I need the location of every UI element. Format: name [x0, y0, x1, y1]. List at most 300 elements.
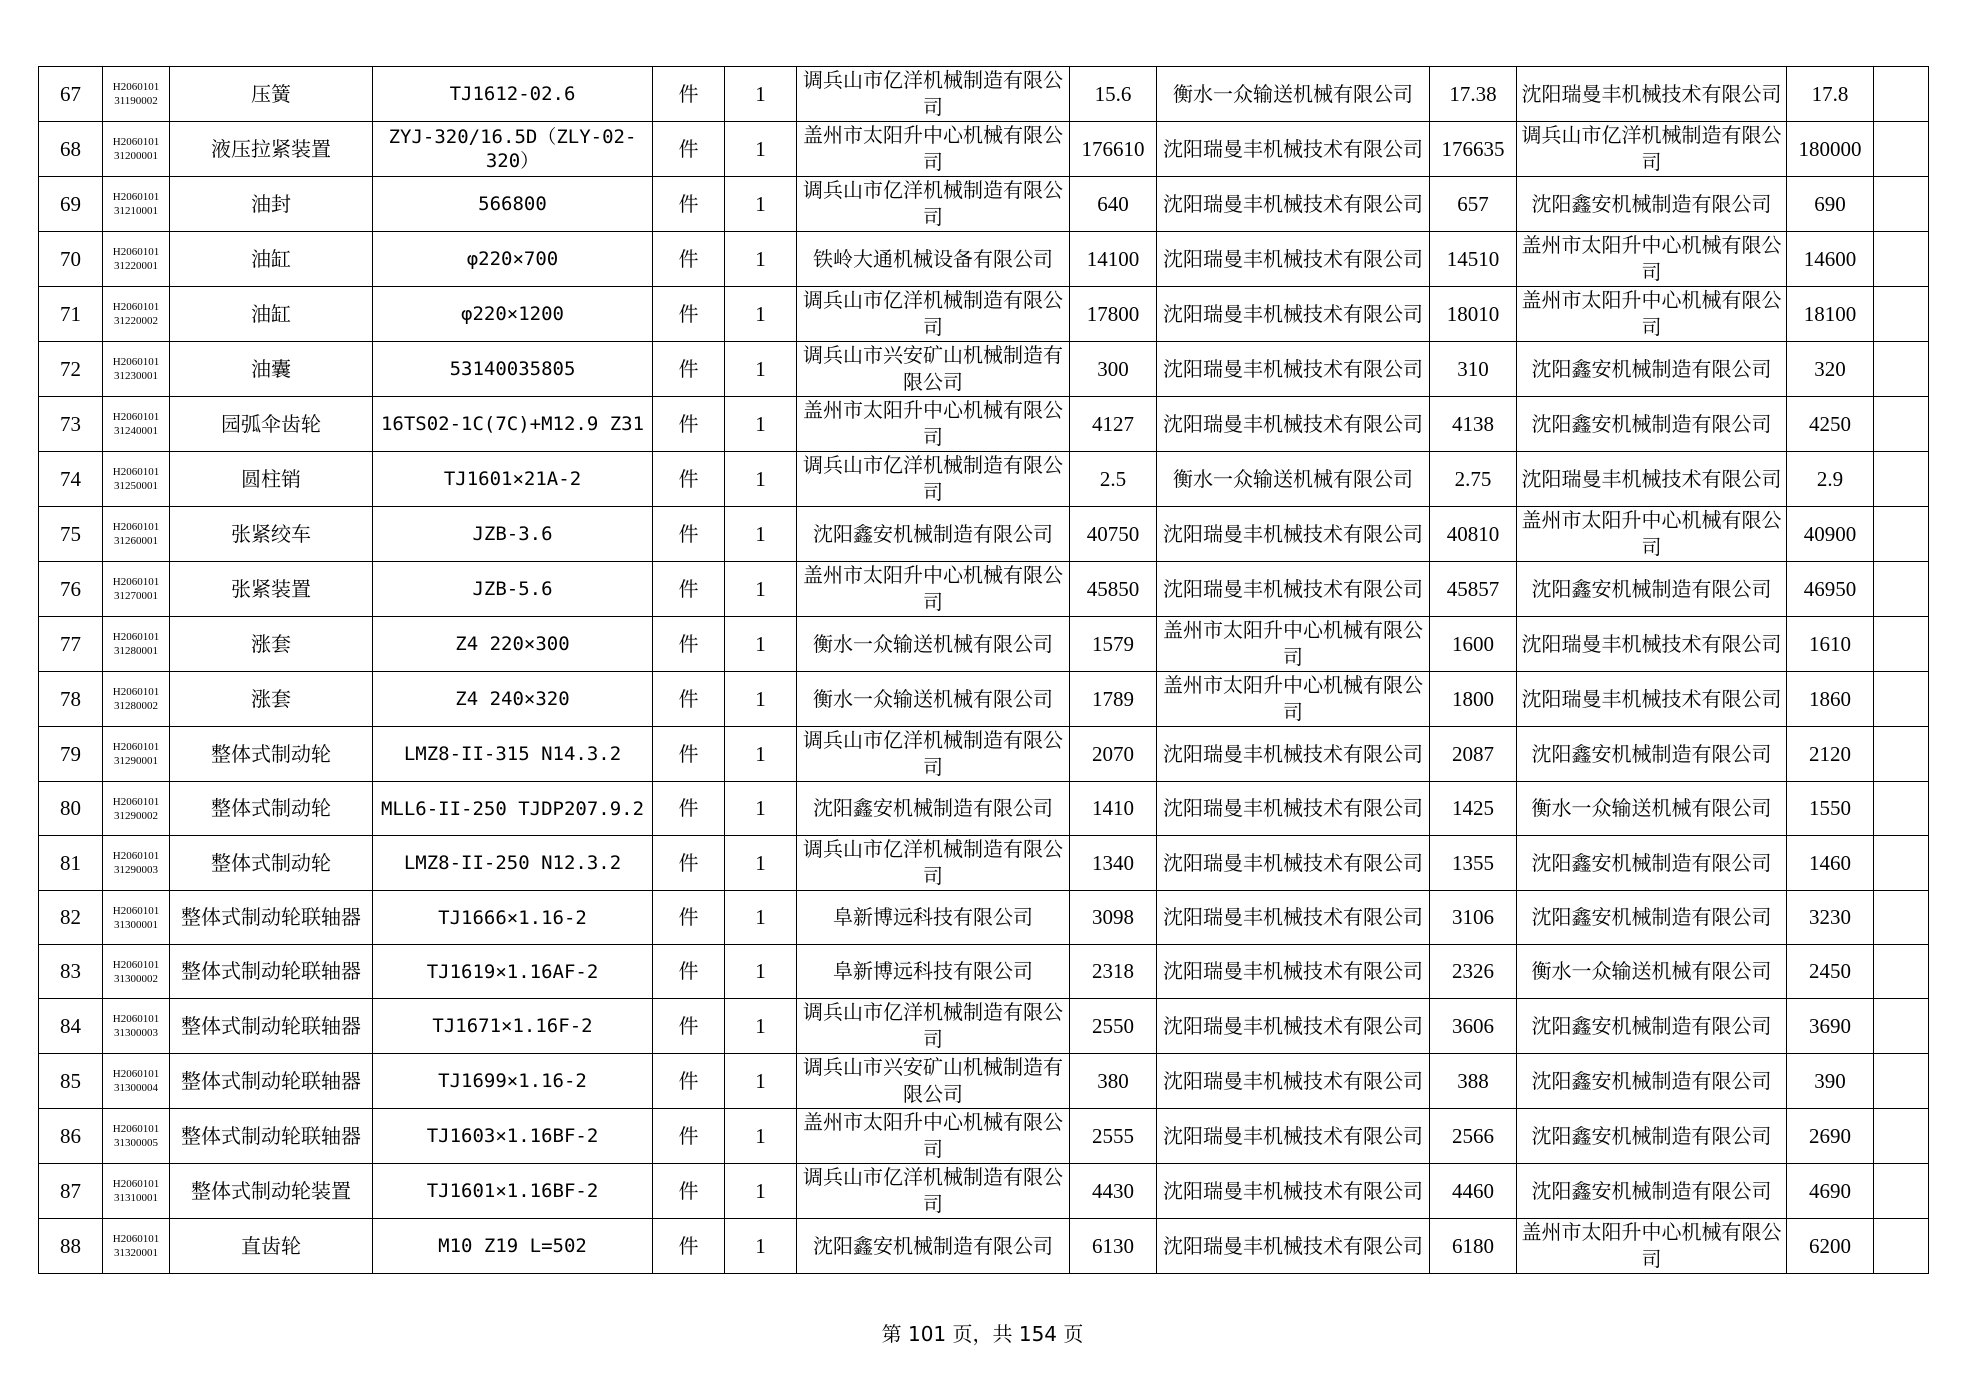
supplier-3-cell: 沈阳瑞曼丰机械技术有限公司 — [1517, 67, 1787, 122]
material-code-cell: H2060101 31300003 — [103, 999, 170, 1054]
supplier-1-cell: 铁岭大通机械设备有限公司 — [797, 232, 1070, 287]
table-row — [39, 1054, 1929, 1109]
model-spec-cell: JZB-3.6 — [373, 507, 653, 562]
model-spec-cell: φ220×1200 — [373, 287, 653, 342]
supplier-3-cell: 衡水一众输送机械有限公司 — [1517, 782, 1787, 836]
price-1-cell: 2070 — [1070, 727, 1157, 782]
remark-cell — [1874, 562, 1929, 617]
material-code-cell: H2060101 31320001 — [103, 1219, 170, 1274]
price-1-cell: 1579 — [1070, 617, 1157, 672]
price-2-cell: 388 — [1430, 1054, 1517, 1109]
model-spec-cell: TJ1671×1.16F-2 — [373, 999, 653, 1054]
remark-cell — [1874, 672, 1929, 727]
price-2-cell: 2566 — [1430, 1109, 1517, 1164]
item-name-cell: 整体式制动轮联轴器 — [170, 999, 373, 1054]
supplier-3-cell: 衡水一众输送机械有限公司 — [1517, 945, 1787, 999]
price-3-cell: 320 — [1787, 342, 1874, 397]
material-code-cell: H2060101 31230001 — [103, 342, 170, 397]
remark-cell — [1874, 452, 1929, 507]
supplier-1-cell: 调兵山市兴安矿山机械制造有限公司 — [797, 342, 1070, 397]
supplier-2-cell: 盖州市太阳升中心机械有限公司 — [1157, 617, 1430, 672]
material-code-cell: H2060101 31200001 — [103, 122, 170, 177]
unit-cell: 件 — [653, 122, 725, 177]
item-name-cell: 直齿轮 — [170, 1219, 373, 1274]
row-number-cell: 79 — [39, 727, 103, 782]
unit-cell: 件 — [653, 1109, 725, 1164]
price-1-cell: 1340 — [1070, 836, 1157, 891]
table-body — [39, 67, 1929, 1274]
model-spec-cell: LMZ8-II-315 N14.3.2 — [373, 727, 653, 782]
quantity-cell: 1 — [725, 945, 797, 999]
price-3-cell: 1860 — [1787, 672, 1874, 727]
supplier-1-cell: 调兵山市亿洋机械制造有限公司 — [797, 67, 1070, 122]
supplier-2-cell: 沈阳瑞曼丰机械技术有限公司 — [1157, 397, 1430, 452]
row-number-cell: 83 — [39, 945, 103, 999]
model-spec-cell: TJ1666×1.16-2 — [373, 891, 653, 945]
price-3-cell: 18100 — [1787, 287, 1874, 342]
material-code-cell: H2060101 31300004 — [103, 1054, 170, 1109]
supplier-1-cell: 调兵山市兴安矿山机械制造有限公司 — [797, 1054, 1070, 1109]
material-code-cell: H2060101 31260001 — [103, 507, 170, 562]
unit-cell: 件 — [653, 1054, 725, 1109]
material-code-cell: H2060101 31190002 — [103, 67, 170, 122]
price-1-cell: 380 — [1070, 1054, 1157, 1109]
model-spec-cell: MLL6-II-250 TJDP207.9.2 — [373, 782, 653, 836]
price-2-cell: 1355 — [1430, 836, 1517, 891]
material-code-cell: H2060101 31270001 — [103, 562, 170, 617]
price-1-cell: 3098 — [1070, 891, 1157, 945]
supplier-2-cell: 沈阳瑞曼丰机械技术有限公司 — [1157, 507, 1430, 562]
model-spec-cell: TJ1619×1.16AF-2 — [373, 945, 653, 999]
row-number-cell: 69 — [39, 177, 103, 232]
table-row — [39, 232, 1929, 287]
price-2-cell: 176635 — [1430, 122, 1517, 177]
material-code-cell: H2060101 31210001 — [103, 177, 170, 232]
supplier-3-cell: 沈阳鑫安机械制造有限公司 — [1517, 999, 1787, 1054]
supplier-1-cell: 调兵山市亿洋机械制造有限公司 — [797, 177, 1070, 232]
row-number-cell: 70 — [39, 232, 103, 287]
unit-cell: 件 — [653, 782, 725, 836]
table-row — [39, 507, 1929, 562]
material-code-cell: H2060101 31280002 — [103, 672, 170, 727]
unit-cell: 件 — [653, 999, 725, 1054]
page-number-footer: 第 101 页，共 154 页 — [881, 1322, 1084, 1346]
supplier-3-cell: 沈阳鑫安机械制造有限公司 — [1517, 342, 1787, 397]
supplier-3-cell: 盖州市太阳升中心机械有限公司 — [1517, 232, 1787, 287]
supplier-3-cell: 沈阳瑞曼丰机械技术有限公司 — [1517, 672, 1787, 727]
price-1-cell: 15.6 — [1070, 67, 1157, 122]
remark-cell — [1874, 1109, 1929, 1164]
unit-cell: 件 — [653, 672, 725, 727]
remark-cell — [1874, 342, 1929, 397]
material-code-cell: H2060101 31300005 — [103, 1109, 170, 1164]
remark-cell — [1874, 507, 1929, 562]
price-2-cell: 18010 — [1430, 287, 1517, 342]
supplier-3-cell: 沈阳瑞曼丰机械技术有限公司 — [1517, 617, 1787, 672]
quantity-cell: 1 — [725, 177, 797, 232]
unit-cell: 件 — [653, 617, 725, 672]
model-spec-cell: TJ1601×21A-2 — [373, 452, 653, 507]
item-name-cell: 园弧伞齿轮 — [170, 397, 373, 452]
supplier-1-cell: 调兵山市亿洋机械制造有限公司 — [797, 836, 1070, 891]
table-row — [39, 177, 1929, 232]
row-number-cell: 86 — [39, 1109, 103, 1164]
price-3-cell: 46950 — [1787, 562, 1874, 617]
unit-cell: 件 — [653, 562, 725, 617]
item-name-cell: 整体式制动轮装置 — [170, 1164, 373, 1219]
supplier-2-cell: 衡水一众输送机械有限公司 — [1157, 67, 1430, 122]
table-row — [39, 1164, 1929, 1219]
price-1-cell: 2550 — [1070, 999, 1157, 1054]
supplier-1-cell: 盖州市太阳升中心机械有限公司 — [797, 562, 1070, 617]
table-row — [39, 1109, 1929, 1164]
item-name-cell: 油囊 — [170, 342, 373, 397]
supplier-3-cell: 沈阳鑫安机械制造有限公司 — [1517, 891, 1787, 945]
model-spec-cell: 16TS02-1C(7C)+M12.9 Z31 — [373, 397, 653, 452]
price-2-cell: 1425 — [1430, 782, 1517, 836]
material-code-cell: H2060101 31310001 — [103, 1164, 170, 1219]
supplier-1-cell: 调兵山市亿洋机械制造有限公司 — [797, 727, 1070, 782]
supplier-3-cell: 盖州市太阳升中心机械有限公司 — [1517, 287, 1787, 342]
remark-cell — [1874, 617, 1929, 672]
row-number-cell: 78 — [39, 672, 103, 727]
table-row — [39, 287, 1929, 342]
price-3-cell: 690 — [1787, 177, 1874, 232]
table-row — [39, 1219, 1929, 1274]
row-number-cell: 80 — [39, 782, 103, 836]
unit-cell: 件 — [653, 1219, 725, 1274]
table-row — [39, 945, 1929, 999]
supplier-3-cell: 调兵山市亿洋机械制造有限公司 — [1517, 122, 1787, 177]
supplier-3-cell: 沈阳鑫安机械制造有限公司 — [1517, 1109, 1787, 1164]
row-number-cell: 88 — [39, 1219, 103, 1274]
supplier-1-cell: 盖州市太阳升中心机械有限公司 — [797, 1109, 1070, 1164]
model-spec-cell: JZB-5.6 — [373, 562, 653, 617]
supplier-2-cell: 沈阳瑞曼丰机械技术有限公司 — [1157, 342, 1430, 397]
item-name-cell: 圆柱销 — [170, 452, 373, 507]
supplier-3-cell: 沈阳鑫安机械制造有限公司 — [1517, 1164, 1787, 1219]
item-name-cell: 整体式制动轮联轴器 — [170, 891, 373, 945]
supplier-2-cell: 沈阳瑞曼丰机械技术有限公司 — [1157, 232, 1430, 287]
price-1-cell: 640 — [1070, 177, 1157, 232]
model-spec-cell: TJ1699×1.16-2 — [373, 1054, 653, 1109]
price-2-cell: 3606 — [1430, 999, 1517, 1054]
price-3-cell: 2120 — [1787, 727, 1874, 782]
supplier-2-cell: 沈阳瑞曼丰机械技术有限公司 — [1157, 999, 1430, 1054]
row-number-cell: 72 — [39, 342, 103, 397]
remark-cell — [1874, 836, 1929, 891]
table-row — [39, 122, 1929, 177]
remark-cell — [1874, 945, 1929, 999]
remark-cell — [1874, 1054, 1929, 1109]
price-1-cell: 17800 — [1070, 287, 1157, 342]
supplier-1-cell: 阜新博远科技有限公司 — [797, 891, 1070, 945]
quantity-cell: 1 — [725, 287, 797, 342]
unit-cell: 件 — [653, 287, 725, 342]
model-spec-cell: Z4 240×320 — [373, 672, 653, 727]
remark-cell — [1874, 1219, 1929, 1274]
row-number-cell: 76 — [39, 562, 103, 617]
model-spec-cell: 566800 — [373, 177, 653, 232]
row-number-cell: 82 — [39, 891, 103, 945]
row-number-cell: 67 — [39, 67, 103, 122]
item-name-cell: 整体式制动轮联轴器 — [170, 1054, 373, 1109]
quantity-cell: 1 — [725, 67, 797, 122]
material-code-cell: H2060101 31280001 — [103, 617, 170, 672]
model-spec-cell: M10 Z19 L=502 — [373, 1219, 653, 1274]
price-2-cell: 1600 — [1430, 617, 1517, 672]
material-code-cell: H2060101 31300001 — [103, 891, 170, 945]
item-name-cell: 涨套 — [170, 672, 373, 727]
supplier-2-cell: 沈阳瑞曼丰机械技术有限公司 — [1157, 782, 1430, 836]
supplier-1-cell: 调兵山市亿洋机械制造有限公司 — [797, 1164, 1070, 1219]
price-2-cell: 1800 — [1430, 672, 1517, 727]
table-row — [39, 999, 1929, 1054]
price-3-cell: 180000 — [1787, 122, 1874, 177]
material-code-cell: H2060101 31300002 — [103, 945, 170, 999]
remark-cell — [1874, 177, 1929, 232]
supplier-1-cell: 调兵山市亿洋机械制造有限公司 — [797, 999, 1070, 1054]
supplier-1-cell: 盖州市太阳升中心机械有限公司 — [797, 122, 1070, 177]
remark-cell — [1874, 1164, 1929, 1219]
supplier-3-cell: 沈阳鑫安机械制造有限公司 — [1517, 836, 1787, 891]
price-1-cell: 300 — [1070, 342, 1157, 397]
price-3-cell: 1610 — [1787, 617, 1874, 672]
remark-cell — [1874, 891, 1929, 945]
model-spec-cell: φ220×700 — [373, 232, 653, 287]
row-number-cell: 73 — [39, 397, 103, 452]
unit-cell: 件 — [653, 1164, 725, 1219]
model-spec-cell: TJ1601×1.16BF-2 — [373, 1164, 653, 1219]
quantity-cell: 1 — [725, 232, 797, 287]
price-1-cell: 40750 — [1070, 507, 1157, 562]
price-1-cell: 1410 — [1070, 782, 1157, 836]
item-name-cell: 整体式制动轮联轴器 — [170, 1109, 373, 1164]
item-name-cell: 液压拉紧装置 — [170, 122, 373, 177]
price-1-cell: 4430 — [1070, 1164, 1157, 1219]
quantity-cell: 1 — [725, 999, 797, 1054]
supplier-2-cell: 沈阳瑞曼丰机械技术有限公司 — [1157, 177, 1430, 232]
item-name-cell: 整体式制动轮 — [170, 727, 373, 782]
supplier-1-cell: 沈阳鑫安机械制造有限公司 — [797, 507, 1070, 562]
remark-cell — [1874, 232, 1929, 287]
supplier-2-cell: 沈阳瑞曼丰机械技术有限公司 — [1157, 1054, 1430, 1109]
material-code-cell: H2060101 31290003 — [103, 836, 170, 891]
table-row — [39, 67, 1929, 122]
price-3-cell: 1460 — [1787, 836, 1874, 891]
row-number-cell: 75 — [39, 507, 103, 562]
price-2-cell: 6180 — [1430, 1219, 1517, 1274]
supplier-1-cell: 沈阳鑫安机械制造有限公司 — [797, 782, 1070, 836]
price-1-cell: 6130 — [1070, 1219, 1157, 1274]
supplier-3-cell: 沈阳鑫安机械制造有限公司 — [1517, 177, 1787, 232]
quantity-cell: 1 — [725, 782, 797, 836]
remark-cell — [1874, 287, 1929, 342]
price-1-cell: 176610 — [1070, 122, 1157, 177]
quantity-cell: 1 — [725, 397, 797, 452]
supplier-2-cell: 沈阳瑞曼丰机械技术有限公司 — [1157, 1219, 1430, 1274]
supplier-3-cell: 沈阳鑫安机械制造有限公司 — [1517, 1054, 1787, 1109]
quantity-cell: 1 — [725, 452, 797, 507]
item-name-cell: 油封 — [170, 177, 373, 232]
item-name-cell: 整体式制动轮联轴器 — [170, 945, 373, 999]
remark-cell — [1874, 67, 1929, 122]
supplier-1-cell: 阜新博远科技有限公司 — [797, 945, 1070, 999]
supplier-2-cell: 衡水一众输送机械有限公司 — [1157, 452, 1430, 507]
material-code-cell: H2060101 31290002 — [103, 782, 170, 836]
unit-cell: 件 — [653, 232, 725, 287]
model-spec-cell: TJ1603×1.16BF-2 — [373, 1109, 653, 1164]
unit-cell: 件 — [653, 507, 725, 562]
price-3-cell: 2.9 — [1787, 452, 1874, 507]
price-2-cell: 45857 — [1430, 562, 1517, 617]
material-code-cell: H2060101 31220001 — [103, 232, 170, 287]
table-row — [39, 562, 1929, 617]
remark-cell — [1874, 397, 1929, 452]
price-1-cell: 2318 — [1070, 945, 1157, 999]
table-row — [39, 672, 1929, 727]
item-name-cell: 整体式制动轮 — [170, 782, 373, 836]
price-2-cell: 3106 — [1430, 891, 1517, 945]
supplier-3-cell: 沈阳鑫安机械制造有限公司 — [1517, 397, 1787, 452]
table-row — [39, 891, 1929, 945]
supplier-3-cell: 沈阳鑫安机械制造有限公司 — [1517, 727, 1787, 782]
item-name-cell: 油缸 — [170, 287, 373, 342]
quantity-cell: 1 — [725, 1109, 797, 1164]
table-row — [39, 342, 1929, 397]
price-1-cell: 2.5 — [1070, 452, 1157, 507]
price-3-cell: 3230 — [1787, 891, 1874, 945]
price-2-cell: 4460 — [1430, 1164, 1517, 1219]
supplier-2-cell: 沈阳瑞曼丰机械技术有限公司 — [1157, 287, 1430, 342]
supplier-3-cell: 盖州市太阳升中心机械有限公司 — [1517, 507, 1787, 562]
price-3-cell: 4250 — [1787, 397, 1874, 452]
price-1-cell: 14100 — [1070, 232, 1157, 287]
price-1-cell: 1789 — [1070, 672, 1157, 727]
quantity-cell: 1 — [725, 836, 797, 891]
row-number-cell: 87 — [39, 1164, 103, 1219]
price-1-cell: 4127 — [1070, 397, 1157, 452]
unit-cell: 件 — [653, 67, 725, 122]
item-name-cell: 张紧装置 — [170, 562, 373, 617]
material-code-cell: H2060101 31290001 — [103, 727, 170, 782]
table-row — [39, 397, 1929, 452]
price-comparison-table — [38, 66, 1929, 1274]
price-2-cell: 17.38 — [1430, 67, 1517, 122]
price-3-cell: 40900 — [1787, 507, 1874, 562]
supplier-1-cell: 盖州市太阳升中心机械有限公司 — [797, 397, 1070, 452]
row-number-cell: 68 — [39, 122, 103, 177]
price-3-cell: 6200 — [1787, 1219, 1874, 1274]
model-spec-cell: 53140035805 — [373, 342, 653, 397]
item-name-cell: 压簧 — [170, 67, 373, 122]
row-number-cell: 85 — [39, 1054, 103, 1109]
quantity-cell: 1 — [725, 891, 797, 945]
item-name-cell: 涨套 — [170, 617, 373, 672]
table-row — [39, 452, 1929, 507]
supplier-1-cell: 调兵山市亿洋机械制造有限公司 — [797, 452, 1070, 507]
supplier-2-cell: 沈阳瑞曼丰机械技术有限公司 — [1157, 122, 1430, 177]
model-spec-cell: ZYJ-320/16.5D（ZLY-02-320） — [373, 122, 653, 177]
price-1-cell: 45850 — [1070, 562, 1157, 617]
material-code-cell: H2060101 31240001 — [103, 397, 170, 452]
supplier-2-cell: 沈阳瑞曼丰机械技术有限公司 — [1157, 836, 1430, 891]
remark-cell — [1874, 727, 1929, 782]
price-3-cell: 4690 — [1787, 1164, 1874, 1219]
row-number-cell: 74 — [39, 452, 103, 507]
supplier-2-cell: 沈阳瑞曼丰机械技术有限公司 — [1157, 727, 1430, 782]
row-number-cell: 77 — [39, 617, 103, 672]
supplier-1-cell: 衡水一众输送机械有限公司 — [797, 617, 1070, 672]
supplier-3-cell: 盖州市太阳升中心机械有限公司 — [1517, 1219, 1787, 1274]
price-2-cell: 2087 — [1430, 727, 1517, 782]
quantity-cell: 1 — [725, 342, 797, 397]
price-1-cell: 2555 — [1070, 1109, 1157, 1164]
unit-cell: 件 — [653, 727, 725, 782]
supplier-2-cell: 沈阳瑞曼丰机械技术有限公司 — [1157, 1109, 1430, 1164]
price-2-cell: 14510 — [1430, 232, 1517, 287]
price-2-cell: 2.75 — [1430, 452, 1517, 507]
unit-cell: 件 — [653, 342, 725, 397]
price-3-cell: 2450 — [1787, 945, 1874, 999]
item-name-cell: 整体式制动轮 — [170, 836, 373, 891]
supplier-2-cell: 沈阳瑞曼丰机械技术有限公司 — [1157, 945, 1430, 999]
quantity-cell: 1 — [725, 1219, 797, 1274]
supplier-2-cell: 沈阳瑞曼丰机械技术有限公司 — [1157, 562, 1430, 617]
quantity-cell: 1 — [725, 617, 797, 672]
supplier-2-cell: 盖州市太阳升中心机械有限公司 — [1157, 672, 1430, 727]
remark-cell — [1874, 122, 1929, 177]
supplier-2-cell: 沈阳瑞曼丰机械技术有限公司 — [1157, 891, 1430, 945]
supplier-3-cell: 沈阳鑫安机械制造有限公司 — [1517, 562, 1787, 617]
row-number-cell: 71 — [39, 287, 103, 342]
supplier-1-cell: 调兵山市亿洋机械制造有限公司 — [797, 287, 1070, 342]
unit-cell: 件 — [653, 891, 725, 945]
table-row — [39, 617, 1929, 672]
price-2-cell: 657 — [1430, 177, 1517, 232]
material-code-cell: H2060101 31250001 — [103, 452, 170, 507]
quantity-cell: 1 — [725, 507, 797, 562]
table-row — [39, 836, 1929, 891]
price-3-cell: 2690 — [1787, 1109, 1874, 1164]
model-spec-cell: LMZ8-II-250 N12.3.2 — [373, 836, 653, 891]
table-row — [39, 782, 1929, 836]
price-2-cell: 2326 — [1430, 945, 1517, 999]
price-3-cell: 3690 — [1787, 999, 1874, 1054]
price-3-cell: 390 — [1787, 1054, 1874, 1109]
unit-cell: 件 — [653, 452, 725, 507]
price-3-cell: 1550 — [1787, 782, 1874, 836]
row-number-cell: 81 — [39, 836, 103, 891]
quantity-cell: 1 — [725, 1054, 797, 1109]
unit-cell: 件 — [653, 397, 725, 452]
quantity-cell: 1 — [725, 672, 797, 727]
remark-cell — [1874, 999, 1929, 1054]
quantity-cell: 1 — [725, 562, 797, 617]
price-2-cell: 310 — [1430, 342, 1517, 397]
unit-cell: 件 — [653, 836, 725, 891]
supplier-1-cell: 衡水一众输送机械有限公司 — [797, 672, 1070, 727]
material-code-cell: H2060101 31220002 — [103, 287, 170, 342]
supplier-1-cell: 沈阳鑫安机械制造有限公司 — [797, 1219, 1070, 1274]
remark-cell — [1874, 782, 1929, 836]
quantity-cell: 1 — [725, 727, 797, 782]
price-3-cell: 14600 — [1787, 232, 1874, 287]
price-2-cell: 4138 — [1430, 397, 1517, 452]
table-row — [39, 727, 1929, 782]
row-number-cell: 84 — [39, 999, 103, 1054]
item-name-cell: 油缸 — [170, 232, 373, 287]
